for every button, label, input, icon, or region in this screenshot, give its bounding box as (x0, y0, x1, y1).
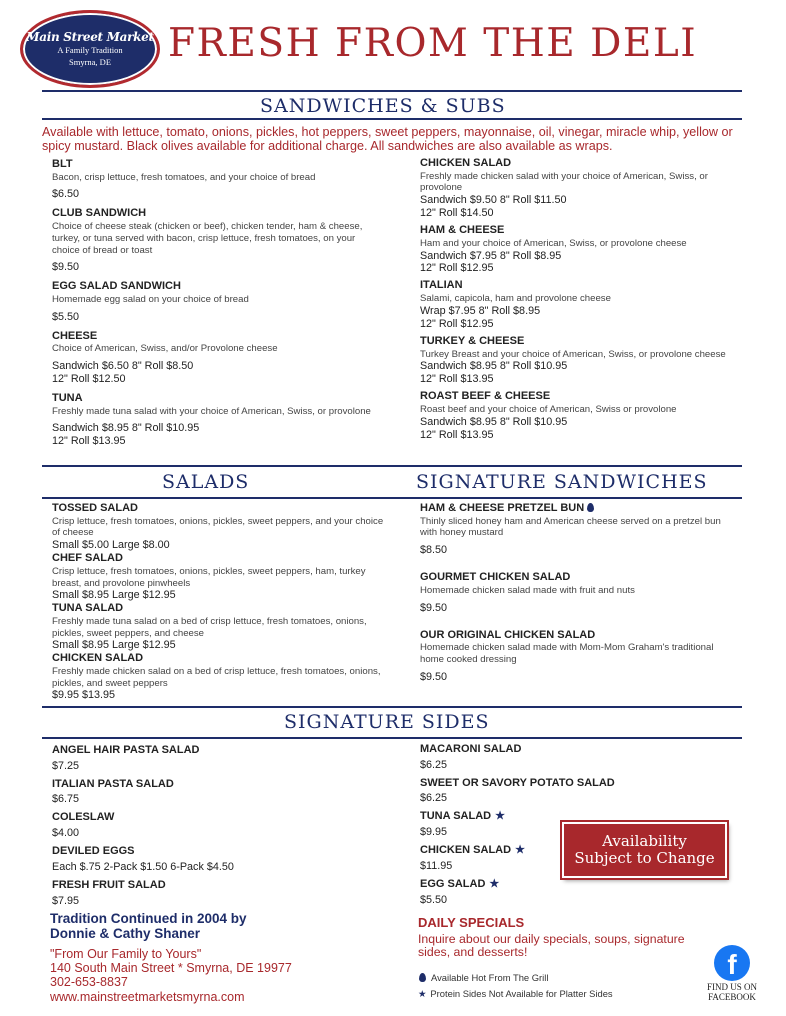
menu-item (420, 571, 740, 614)
item-price: Small $8.95 Large $12.95 (52, 589, 176, 602)
item-name: DEVILED EGGS (52, 845, 135, 858)
item-desc: Homemade chicken salad made with Mom-Mom Graham's traditional home cooked dressing (420, 642, 714, 665)
availability-badge (562, 822, 727, 878)
menu-item (420, 629, 740, 684)
menu-item (52, 502, 392, 552)
item-desc: Ham and your choice of American, Swiss, or provolone cheese (420, 237, 687, 249)
flame-icon (419, 973, 426, 982)
logo-name: Main Street Market (26, 30, 154, 45)
item-price: Small $5.00 Large $8.00 (52, 539, 170, 552)
item-name: HAM & CHEESE (420, 224, 505, 237)
item-price: 12" Roll $13.95 (420, 373, 494, 386)
item-desc: Bacon, crisp lettuce, fresh tomatoes, and your choice of bread (52, 171, 316, 183)
item-price: Sandwich $8.95 8" Roll $10.95 (420, 415, 568, 428)
item-price: $8.50 (420, 544, 448, 557)
menu-item (52, 879, 382, 908)
item-name: CHICKEN SALAD (52, 652, 144, 665)
item-price: $5.50 (52, 310, 80, 323)
item-price: $7.25 (52, 759, 80, 772)
section-title-sandwiches: SANDWICHES & SUBS (260, 95, 506, 117)
item-price: Sandwich $9.50 8" Roll $11.50 (420, 194, 567, 207)
item-desc: Salami, capicola, ham and provolone cheese (420, 293, 611, 305)
item-price: $9.95 $13.95 (52, 689, 116, 702)
salads-column (52, 502, 392, 702)
item-desc: Homemade chicken salad made with fruit and nuts (420, 584, 635, 596)
item-name: CHEESE (52, 329, 98, 342)
item-desc: Freshly made chicken salad on a bed of crisp lettuce, fresh tomatoes, onions, pickles, and sweet peppers (52, 666, 381, 689)
item-name: OUR ORIGINAL CHICKEN SALAD (420, 628, 596, 641)
item-price: 12" Roll $13.95 (420, 428, 494, 441)
item-name: TUNA (52, 391, 83, 404)
item-price: $9.50 (52, 261, 80, 274)
menu-item (420, 878, 720, 907)
item-desc: Thinly sliced honey ham and American cheese served on a pretzel bun with honey mustard (420, 515, 721, 539)
item-price: $9.95 (420, 826, 448, 839)
legend-star (418, 986, 718, 1002)
item-price: Sandwich $8.95 8" Roll $10.95 (52, 422, 200, 435)
item-desc: Choice of American, Swiss, and/or Provolone cheese (52, 343, 278, 355)
logo-tagline: A Family Tradition (57, 45, 123, 56)
menu-item (52, 392, 372, 448)
item-name: TUNA SALAD (52, 602, 124, 615)
item-desc: Freshly made tuna salad on a bed of crisp lettuce, fresh tomatoes, onions, pickles, sweet peppers, and cheese (52, 615, 367, 639)
legend-star-text: Protein Sides Not Available for Platter Sides (430, 988, 613, 1000)
item-name (420, 878, 720, 892)
item-desc: Choice of cheese steak (chicken or beef), chicken tender, ham & cheese, turkey, or tuna served with bacon, crisp lettuce, fresh tomatoes, on your choice of bread or toast (52, 221, 363, 256)
item-name: ITALIAN PASTA SALAD (52, 777, 174, 790)
tradition-line1: Tradition Continued in 2004 by (50, 911, 247, 926)
menu-item (420, 502, 740, 557)
daily-specials-heading: DAILY SPECIALS (418, 915, 525, 930)
item-name: ANGEL HAIR PASTA SALAD (52, 744, 200, 756)
item-name: EGG SALAD SANDWICH (52, 280, 181, 293)
facebook-label-line2: FACEBOOK (708, 991, 756, 1002)
item-name: CLUB SANDWICH (52, 207, 147, 220)
footer-contact (50, 911, 380, 1004)
item-name: TURKEY & CHEESE (420, 334, 525, 347)
legend-hot-text: Available Hot From The Grill (431, 972, 549, 984)
facebook-label-line1: FIND US ON (706, 982, 757, 992)
item-desc: Freshly made chicken salad with your choice of American, Swiss, or provolone (420, 170, 708, 194)
menu-item (420, 279, 740, 330)
item-price: Sandwich $8.95 8" Roll $10.95 (420, 360, 568, 373)
item-name: TOSSED SALAD (52, 502, 138, 514)
item-price: Sandwich $6.50 8" Roll $8.50 (52, 360, 194, 373)
item-price: Each $.75 2-Pack $1.50 6-Pack $4.50 (52, 860, 234, 873)
tradition-line2: Donnie & Cathy Shaner (50, 926, 201, 942)
item-desc: Freshly made tuna salad with your choice of American, Swiss, or provolone (52, 405, 371, 417)
menu-item (420, 743, 720, 772)
address: 140 South Main Street * Smyrna, DE 19977 (50, 961, 292, 976)
sandwiches-right-column (420, 157, 740, 446)
divider (42, 706, 742, 708)
item-price: Sandwich $7.95 8" Roll $8.95 (420, 249, 562, 262)
item-name: SWEET OR SAVORY POTATO SALAD (420, 776, 615, 789)
item-desc: Roast beef and your choice of American, Swiss or provolone (420, 403, 677, 415)
divider (42, 737, 742, 739)
item-price: 12" Roll $12.50 (52, 373, 126, 386)
legend-hot (418, 970, 718, 986)
item-name: GOURMET CHICKEN SALAD (420, 571, 571, 584)
item-name-text: TUNA SALAD (420, 810, 492, 823)
item-name: ITALIAN (420, 279, 463, 292)
item-name (420, 502, 740, 516)
item-desc: Crisp lettuce, fresh tomatoes, onions, pickles, sweet peppers, ham, turkey breast, and provolone pinwheels (52, 565, 366, 589)
star-icon: ★ (515, 844, 525, 857)
item-price: $9.50 (420, 601, 448, 614)
item-price: $5.50 (420, 893, 448, 906)
section-title-signature-sandwiches: SIGNATURE SANDWICHES (416, 471, 708, 493)
item-price: $11.95 (420, 859, 453, 872)
sides-left-column (52, 744, 382, 913)
menu-item (52, 280, 372, 323)
item-price: Small $8.95 Large $12.95 (52, 639, 176, 652)
star-icon: ★ (418, 988, 427, 1000)
item-name-text: HAM & CHEESE PRETZEL BUN (420, 502, 585, 514)
sandwiches-intro: Available with lettuce, tomato, onions, pickles, hot peppers, sweet peppers, mayonnaise, oil, vinegar, miracle whip, yellow or spicy mustard. Black olives available for additional charge. All sandwiches are also available as wraps. (42, 125, 733, 154)
divider (42, 90, 742, 92)
item-price: $6.75 (52, 793, 80, 806)
item-price: 12" Roll $12.95 (420, 262, 494, 275)
item-price: $6.50 (52, 188, 80, 201)
menu-item (420, 335, 740, 386)
star-icon: ★ (495, 810, 505, 823)
divider (42, 118, 742, 120)
menu-item (52, 207, 372, 274)
item-name: CHICKEN SALAD (420, 157, 512, 169)
phone[interactable]: 302-653-8837 (50, 975, 128, 990)
facebook-label (697, 983, 767, 1003)
availability-line1: Availability (602, 831, 687, 850)
flame-icon (587, 503, 594, 512)
daily-specials-text: Inquire about our daily specials, soups, signature sides, and desserts! (418, 931, 685, 960)
item-price: $7.95 (52, 894, 80, 907)
item-name: MACARONI SALAD (420, 743, 522, 755)
availability-line2: Subject to Change (574, 849, 715, 867)
item-name-text: EGG SALAD (420, 877, 486, 890)
menu-item (52, 602, 392, 652)
item-price: 12" Roll $14.50 (420, 207, 494, 220)
item-price: $6.25 (420, 792, 448, 805)
item-name: BLT (52, 158, 73, 170)
menu-item (420, 777, 720, 806)
logo-location: Smyrna, DE (68, 57, 112, 67)
item-name: FRESH FRUIT SALAD (52, 878, 166, 891)
menu-item (52, 845, 382, 874)
menu-item (52, 744, 382, 773)
legend (418, 970, 718, 1002)
menu-item (420, 224, 740, 275)
motto: "From Our Family to Yours" (50, 947, 202, 962)
section-title-sides: SIGNATURE SIDES (284, 711, 490, 733)
menu-item (52, 778, 382, 807)
website-link[interactable]: www.mainstreetmarketsmyrna.com (50, 989, 245, 1004)
item-price: 12" Roll $12.95 (420, 317, 494, 330)
menu-item (52, 158, 372, 201)
menu-item (420, 157, 740, 220)
item-desc: Homemade egg salad on your choice of bread (52, 293, 249, 305)
divider (42, 465, 742, 467)
menu-item (52, 811, 382, 840)
item-name: CHEF SALAD (52, 552, 123, 565)
sandwiches-left-column (52, 158, 372, 454)
item-desc: Turkey Breast and your choice of American, Swiss, or provolone cheese (420, 348, 726, 360)
item-name-text: CHICKEN SALAD (420, 844, 512, 857)
divider (42, 497, 742, 499)
item-price: Wrap $7.95 8" Roll $8.95 (420, 304, 541, 317)
menu-item (52, 652, 392, 702)
item-price: $6.25 (420, 758, 448, 771)
item-price: $9.50 (420, 670, 448, 683)
item-price: 12" Roll $13.95 (52, 435, 126, 448)
star-icon: ★ (489, 877, 500, 890)
menu-item (52, 552, 392, 602)
daily-specials (418, 915, 718, 1002)
menu-item (52, 330, 372, 386)
signature-sandwiches-column (420, 502, 740, 690)
section-title-salads: SALADS (162, 471, 250, 493)
facebook-icon[interactable]: f (714, 945, 750, 981)
item-desc: Crisp lettuce, fresh tomatoes, onions, pickles, sweet peppers, and your choice of cheese (52, 515, 384, 539)
page-title: FRESH FROM THE DELI (168, 21, 698, 66)
item-price: $4.00 (52, 827, 80, 840)
item-name: COLESLAW (52, 811, 115, 824)
menu-item (420, 390, 740, 441)
item-name: ROAST BEEF & CHEESE (420, 390, 551, 403)
logo (20, 10, 160, 88)
